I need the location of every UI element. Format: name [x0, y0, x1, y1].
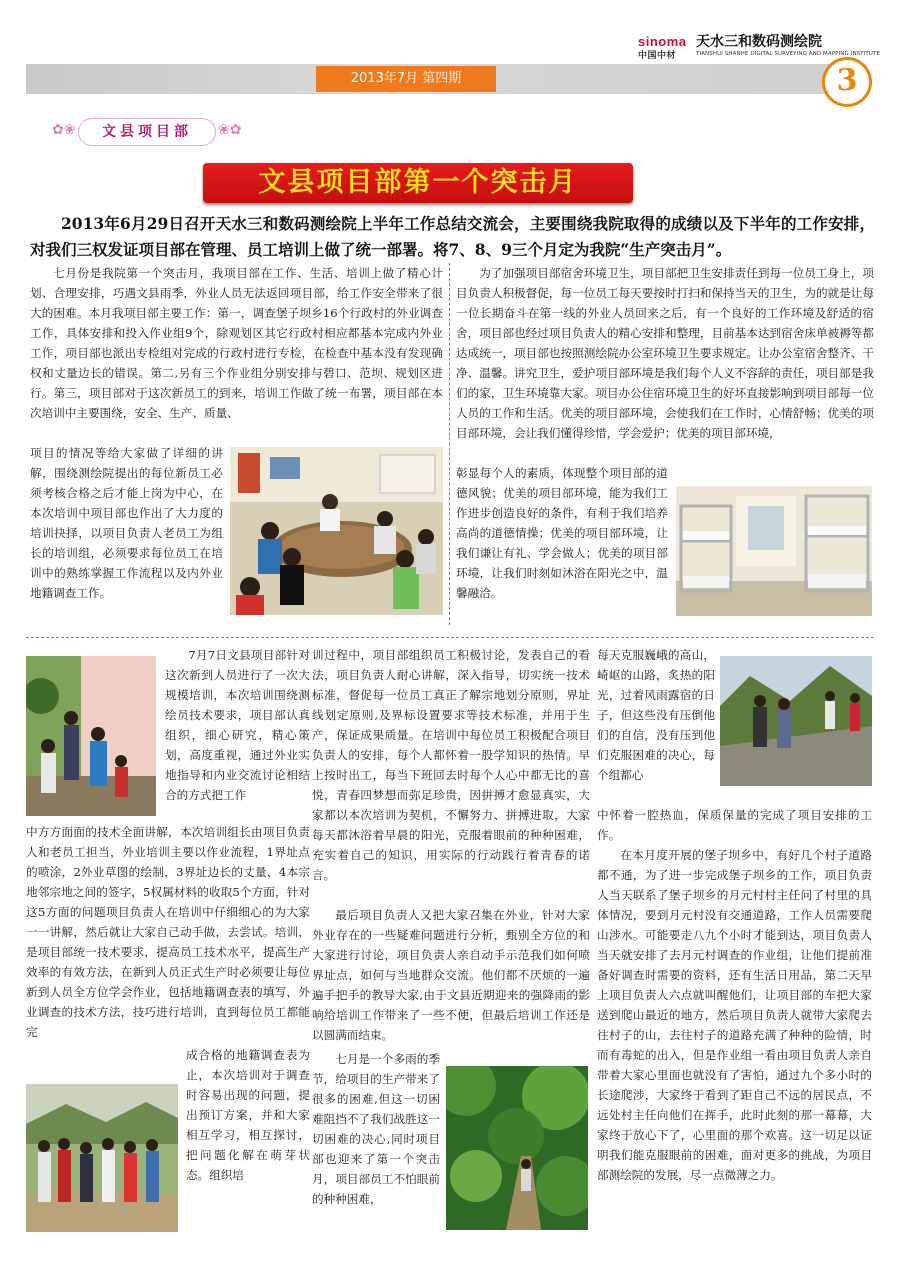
b2-p2-text: 最后项目负责人又把大家召集在外业，针对大家外业存在的一些疑难问题进行分析，甄别全方位的和大家进行讨论，项目负责人亲自动手示范我们如何喷界址点，如何与当地群众交流。他们都不厌烦的一遍遍手把手的教导大家,由于文县近期迎来的强降雨的影响给培训工作带来了一些不便，但最后培训工作还是以圆满而结束。 [312, 908, 590, 1042]
col2-wrap-text: 彰显每个人的素质，体现整个项目部的道德风貌；优美的项目部环境，能为我们工作进步创造良好的条件，有利于我们培养高尚的道德情操；优美的项目部环境，让我们谦让有礼、学会做人；优美的项目部环境，让我们时刻如沐浴在阳光之中，温馨融洽。 [456, 466, 668, 600]
b1-wrap2-text: 成合格的地籍调查表为止，本次培训对于调查时容易出现的问题，提出预订方案，并和大家相互学习，相互探讨，把问题化解在萌芽状态。组织培 [186, 1048, 310, 1182]
logo-org-name: 天水三和数码测绘院 [696, 34, 822, 50]
issue-label: 2013年7月 第四期 [316, 66, 496, 92]
col1-wrap-text: 项目的情况等给大家做了详细的讲解，围绕测绘院提出的每位新员工必须考核合格之后才能上岗为中心，在本次培训中项目部也作出了大力度的培训抉择，以项目负责人老员工为组长的培训组，必须要求每位员工在培训中的熟练掌握工作流程以及内外业地籍调查工作。 [30, 446, 223, 600]
flower-ornament-left: ✿❀ [52, 122, 76, 138]
surveying-photo [720, 656, 872, 786]
b2-top-text: 训过程中，项目部组织员工积极讨论，发表自己的看法，项目负责人耐心讲解，深入指导，切实统一技术标准，督促每一位员工真正了解宗地划分原则，界址线划定原则,及界标设置要求等技术标准，并用于生产，保证成果质量。在培训中每位员工积极配合项目负责人的安排，每个人都怀着一股学知识的热情。早上按时出工，每当下班回去时每个人心中都无比的喜悦，青春四梦想而弥足珍贵，因拼搏才愈显真实，大家都以本次培训为契机，不懈努力、拼搏进取，大家每天都沐浴着早晨的阳光，克服着眼前的种种困难，充实着自己的知识，用实际的行动践行着青春的诺言。 [312, 648, 590, 882]
group-photo [26, 1084, 178, 1232]
logo-brand: sinoma 中国中材 [638, 34, 687, 60]
b1-mid-text: 中方方面面的技术全面讲解，本次培训组长由项目负责人和老员工担当，外业培训主要以作业流程，1界址点的喷涂，2外业草图的绘制，3界址边长的丈量，4本宗地邻宗地之间的签字，5权属材料的收取5个方面，针对这5方面的问题项目负责人在培训中仔细细心的为大家一一讲解，然后就让大家自己动手做，去尝试。培训，是项目部统一技术要求，提高员工技术水平，提高生产效率的有效方法，在新到人员正式生产时必须要让每位新到人员全方位学会作业，包括地籍调查表的填写，外业调查的技术方法，技巧进行培训，直到每位员工都能完 [26, 825, 310, 1039]
column-divider [449, 263, 450, 625]
forest-path-photo [446, 1066, 588, 1230]
col2-top-text: 为了加强项目部宿舍环境卫生，项目部把卫生安排责任到每一位员工身上，项目负责人积极督促，每一位员工每天要按时打扫和保持当天的卫生，为的就是让每一位长期奋斗在第一线的外业人员回来之后，有一个良好的工作环境及舒适的宿舍，项目部也经过项目负责人的精心安排和整理，目前基本达到宿舍床单被褥等都达成统一，项目部也按照测绘院办公室环境卫生要求规定。让办公室宿舍整齐、干净、温馨。讲究卫生，爱护项目部环境是我们每个人义不容辞的责任，项目部是我们的家，卫生环境靠大家。项目办公住宿环境卫生的好坏直接影响到项目部每一位人员的工作和生活。优美的项目部环境，会使我们在工作时，心情舒畅；优美的项目部环境，会让我们懂得珍惜，学会爱护；优美的项目部环境， [456, 266, 874, 440]
flower-ornament-right: ❀✿ [218, 122, 242, 138]
b1-wrap1-text: 7月7日文县项目部针对这次新到人员进行了一次大规模培训，本次培训围绕测绘员技术要求，项目部认真组织，细心研究，精心策划，高度重视，通过外业实地指导和内业交流讨论相结合的方式把工作 [165, 648, 310, 802]
field-training-photo [26, 656, 156, 816]
page-number: 3 [822, 57, 872, 107]
dormitory-photo [676, 486, 872, 616]
col1-top-text: 七月份是我院第一个突击月，我项目部在工作、生活、培训上做了精心计划、合理安排，巧遇文县雨季，外业人员无法返回项目部，给工作安全带来了很大的困难。本月我项目部主要工作：第一，调查堡子坝乡16个行政村的外业调查工作，具体安排和投入作业组9个，除观划区其它行政村相应都基本完成内外业工作，项目部也派出专检组对完成的行政村进行专检，在检查中基本没有发现确权和丈量边长的错误。第二,另有三个作业组分别安排与碧口、范坝、规划区进行。第三，项目部对于这次新员工的到来，培训工作做了统一布署，项目部在本次培训中主要围绕，安全、生产、质量、 [30, 266, 443, 420]
b3-p2-text: 在本月度开展的堡子坝乡中，有好几个村子道路都不通，为了进一步完成堡子坝乡的工作，项目负责人当天联系了堡子坝乡的月元村村主任问了村里的具体情况，要到月元村没有交通道路，工作人员需要爬山涉水。可能要走八九个小时才能到达，项目负责人当天就安排了去月元村调查的作业组，让他们提前准备好调查时需要的资料，还有生活日用品，第二天早上项目负责人六点就叫醒他们，让项目部的车把大家送到爬山最近的地方，然后项目负责人就带大家爬去往村子的山，去往村子的道路充满了种种的险情，时而有毒蛇的出入，但是作业组一看由项目负责人亲自带着大家心里面也就没有了害怕，通过九个多小时的长途爬涉，大家终于看到了距自己不远的居民点，不远处村主任向他们在挥手，此时此刻的那一幕幕，大家终于放心下了，心里面的那个欢喜。这一切足以证明我们能克服眼前的困难，面对更多的挑战，为项目部测绘院的发展，尽一点微薄之力。 [597, 848, 872, 1182]
section-tag: 文县项目部 [78, 118, 216, 146]
logo-org-en: TIANSHUI SHANHE DIGITAL SURVEYING AND MAPPING INSTITUTE [696, 51, 881, 57]
headline: 文县项目部第一个突击月 [258, 167, 578, 198]
b2-wrap-text: 七月是一个多雨的季节，给项目的生产带来了很多的困难,但这一切困难阻挡不了我们战胜这一切困难的决心,同时项目部也迎来了第一个突击月，项目部员工不怕眼前的种种困难， [312, 1052, 440, 1206]
section-divider [26, 637, 874, 638]
b3-wrap-text: 每天克服巍峨的高山，崎岖的山路，炙热的阳光，过着风雨露宿的日子，但这些没有压倒他们的自信，没有压到他们克服困难的决心，每个组都心 [597, 648, 715, 782]
b3-mid-text: 中怀着一腔热血，保质保量的完成了项目安排的工作。 [597, 808, 872, 842]
intro-paragraph: 2013年6月29日召开天水三和数码测绘院上半年工作总结交流会，主要围绕我院取得的成绩以及下半年的工作安排，对我们三权发证项目部在管理、员工培训上做了统一部署。将7、8、9三个月定为我院“生产突击月”。 [30, 214, 875, 259]
headline-banner [203, 163, 633, 203]
meeting-photo [230, 447, 443, 615]
